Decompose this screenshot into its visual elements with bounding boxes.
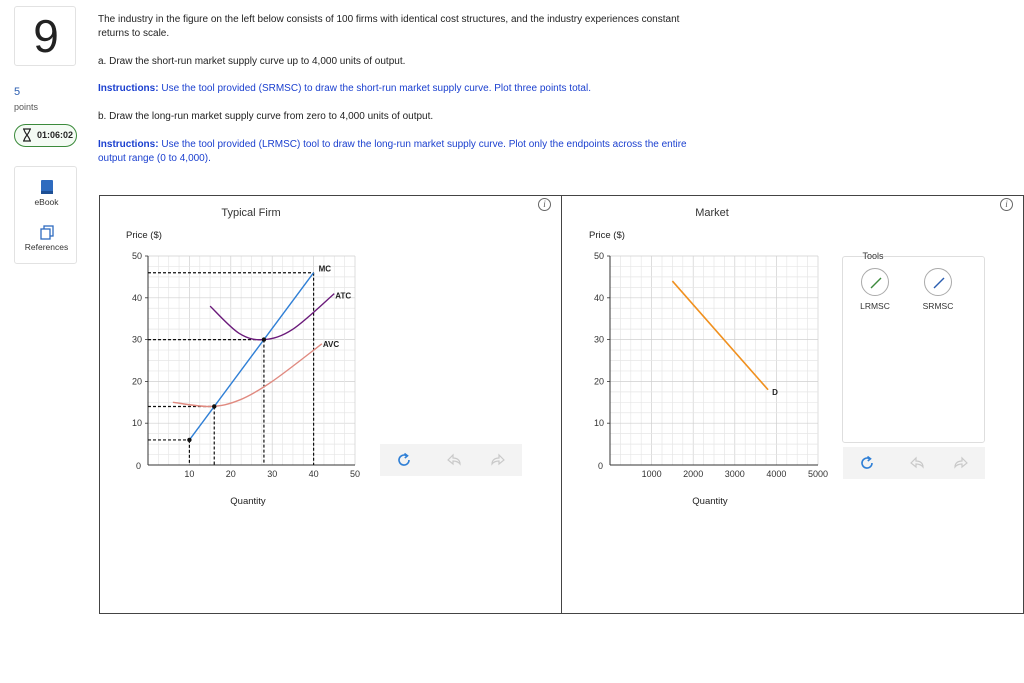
info-icon[interactable]: i <box>538 198 551 211</box>
mc-label: MC <box>318 264 332 274</box>
left-grid <box>148 256 355 465</box>
x-tick-label: 2000 <box>683 469 704 479</box>
right-curves <box>672 281 768 390</box>
data-point <box>262 337 266 341</box>
undo-icon <box>907 453 927 473</box>
lrmsc-tool[interactable] <box>845 268 905 311</box>
undo-button[interactable] <box>444 450 464 470</box>
origin-label: 0 <box>597 461 603 471</box>
x-tick-label: 10 <box>184 469 195 479</box>
references-label: References <box>24 242 69 252</box>
line-tool-icon <box>862 269 890 297</box>
instructions-a-label: Instructions: <box>98 83 159 94</box>
ebook-label: eBook <box>34 197 59 207</box>
redo-icon <box>488 450 508 470</box>
right-tick-labels <box>594 251 828 479</box>
x-tick-label: 30 <box>267 469 278 479</box>
srmsc-tool-label: SRMSC <box>922 301 954 311</box>
reset-button[interactable] <box>394 450 414 470</box>
left-y-axis-label: Price ($) <box>126 230 162 241</box>
refresh-icon <box>394 450 414 470</box>
atc-label: ATC <box>335 291 352 301</box>
instructions-a-body: Use the tool provided (SRMSC) to draw the short-run market supply curve. Plot three points total. <box>161 83 591 94</box>
srmsc-tool[interactable] <box>908 268 968 311</box>
x-tick-label: 3000 <box>724 469 745 479</box>
market-title: Market <box>695 207 729 219</box>
left-graph-toolbar <box>380 444 522 476</box>
x-tick-label: 1000 <box>641 469 662 479</box>
x-tick-label: 40 <box>308 469 319 479</box>
instructions-b-body: Use the tool provided (LRMSC) tool to draw the long-run market supply curve. Plot only the endpoints across the entire <box>161 139 687 150</box>
redo-icon <box>951 453 971 473</box>
x-tick-label: 50 <box>349 469 361 479</box>
y-tick-label: 10 <box>131 418 142 429</box>
question-number: 9 <box>33 10 59 62</box>
y-tick-label: 50 <box>131 251 142 261</box>
part-b-text: b. Draw the long-run market supply curve from zero to 4,000 units of output. <box>98 111 434 122</box>
y-tick-label: 40 <box>131 292 142 303</box>
intro-line-1: The industry in the figure on the left below consists of 100 firms with identical cost structures, and the industry experiences constant <box>98 14 680 25</box>
avc-label: AVC <box>322 339 340 349</box>
data-point <box>212 404 216 408</box>
reset-button[interactable] <box>857 453 877 473</box>
points-value: 5 <box>14 86 21 98</box>
lrmsc-tool-label: LRMSC <box>860 301 890 311</box>
y-tick-label: 20 <box>593 376 604 387</box>
y-tick-label: 20 <box>131 376 142 387</box>
right-y-axis-label: Price ($) <box>589 230 625 241</box>
instructions-b-label: Instructions: <box>98 139 159 150</box>
y-tick-label: 50 <box>593 251 604 261</box>
typical-firm-title: Typical Firm <box>221 207 281 219</box>
left-x-axis-label: Quantity <box>230 496 266 507</box>
right-graph-toolbar <box>843 447 985 479</box>
x-tick-label: 20 <box>225 469 236 479</box>
timer-value: 01:06:02 <box>37 130 74 140</box>
y-tick-label: 30 <box>593 334 604 345</box>
right-x-axis-label: Quantity <box>692 496 728 507</box>
x-tick-label: 4000 <box>766 469 787 479</box>
intro-line-2: returns to scale. <box>98 28 170 39</box>
line-tool-icon <box>925 269 953 297</box>
y-tick-label: 10 <box>593 418 604 429</box>
origin-label: 0 <box>135 461 141 471</box>
refresh-icon <box>857 453 877 473</box>
demand-label: D <box>772 387 778 397</box>
instructions-b-body-2: output range (0 to 4,000). <box>98 153 211 164</box>
srmsc-tool-button[interactable] <box>924 268 952 296</box>
y-tick-label: 40 <box>593 292 604 303</box>
demand-curve <box>672 281 768 390</box>
data-point <box>187 438 191 442</box>
x-tick-label: 5000 <box>807 469 829 479</box>
redo-button[interactable] <box>951 453 971 473</box>
info-icon[interactable]: i <box>1000 198 1013 211</box>
left-tick-labels <box>132 251 360 479</box>
undo-button[interactable] <box>907 453 927 473</box>
avc-curve <box>173 344 322 407</box>
tools-title: Tools <box>862 251 884 261</box>
right-grid <box>610 256 818 465</box>
undo-icon <box>444 450 464 470</box>
points-label: points <box>14 102 39 112</box>
lrmsc-tool-button[interactable] <box>861 268 889 296</box>
y-tick-label: 30 <box>131 334 142 345</box>
redo-button[interactable] <box>488 450 508 470</box>
part-a-text: a. Draw the short-run market supply curve up to 4,000 units of output. <box>98 56 406 67</box>
